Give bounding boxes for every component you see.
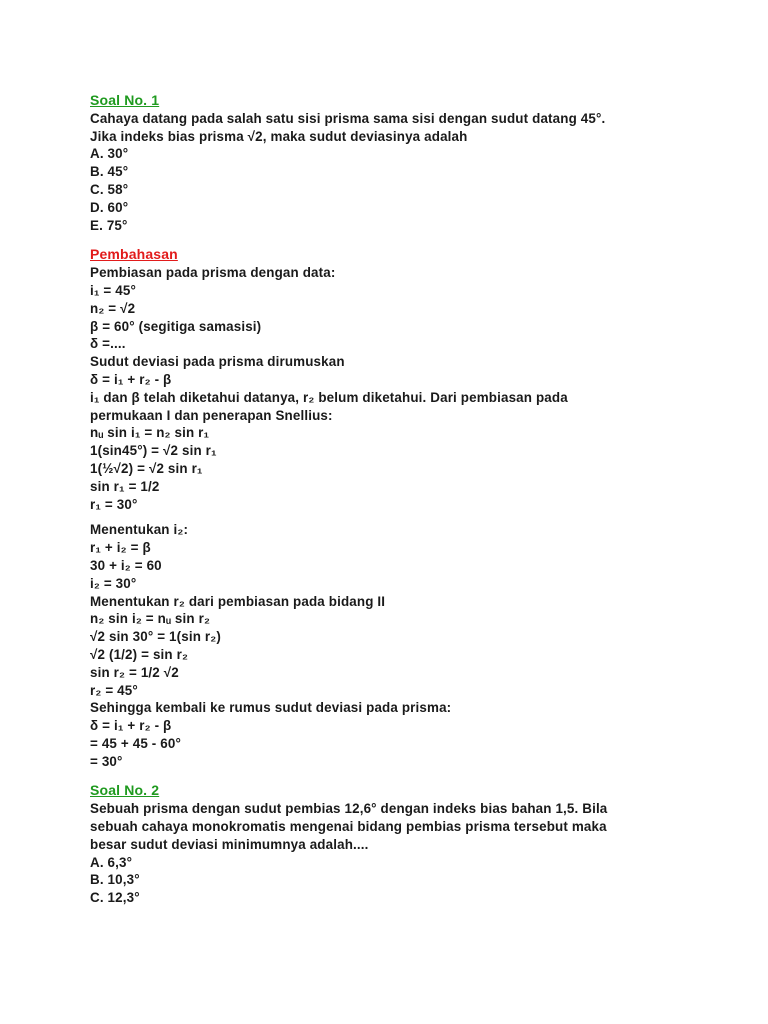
solution-line: 1(sin45°) = √2 sin r₁ <box>90 443 217 459</box>
solution-line: i₂ = 30° <box>90 575 137 591</box>
solution-line: i₁ = 45° <box>90 282 136 298</box>
solution-line: √2 sin 30° = 1(sin r₂) <box>90 629 221 645</box>
solution-line: β = 60° (segitiga samasisi) <box>90 318 262 334</box>
solution-line: δ = i₁ + r₂ - β <box>90 371 172 387</box>
document-page <box>90 92 740 907</box>
solution-line: n₂ sin i₂ = nᵤ sin r₂ <box>90 611 211 627</box>
answer-option-c: C. 12,3° <box>90 890 140 906</box>
solution-line: 30 + i₂ = 60 <box>90 557 162 573</box>
question-text-line: besar sudut deviasi minimumnya adalah.... <box>90 836 369 852</box>
question-2 <box>90 782 740 907</box>
solution-line: Menentukan r₂ dari pembiasan pada bidang II <box>90 593 386 609</box>
solution-line: sin r₂ = 1/2 √2 <box>90 664 179 680</box>
solution-line: = 45 + 45 - 60° <box>90 735 181 751</box>
solution-line: r₂ = 45° <box>90 682 138 698</box>
solution-line: 1(½√2) = √2 sin r₁ <box>90 460 203 476</box>
question-1-heading: Soal No. 1 <box>90 92 160 108</box>
question-2-heading: Soal No. 2 <box>90 782 160 799</box>
solution-line: permukaan I dan penerapan Snellius: <box>90 407 333 423</box>
solution-heading: Pembahasan <box>90 246 178 263</box>
answer-option-e: E. 75° <box>90 217 128 233</box>
question-text-line: sebuah cahaya monokromatis mengenai bidang pembias prisma tersebut maka <box>90 819 607 835</box>
question-text-line: Sebuah prisma dengan sudut pembias 12,6° dengan indeks bias bahan 1,5. Bila <box>90 801 608 817</box>
solution-line: Pembiasan pada prisma dengan data: <box>90 265 336 281</box>
solution-line: r₁ + i₂ = β <box>90 540 151 556</box>
solution-line: δ =.... <box>90 336 126 352</box>
answer-option-b: B. 10,3° <box>90 872 140 888</box>
solution-section <box>90 246 740 770</box>
solution-line: n₂ = √2 <box>90 300 136 316</box>
solution-line: Sudut deviasi pada prisma dirumuskan <box>90 354 345 370</box>
answer-option-d: D. 60° <box>90 199 129 215</box>
solution-line: nᵤ sin i₁ = n₂ sin r₁ <box>90 425 210 441</box>
solution-line: √2 (1/2) = sin r₂ <box>90 646 189 662</box>
answer-option-a: A. 30° <box>90 146 129 162</box>
answer-option-a: A. 6,3° <box>90 854 133 870</box>
question-1 <box>90 92 740 234</box>
solution-line: i₁ dan β telah diketahui datanya, r₂ belum diketahui. Dari pembiasan pada <box>90 389 568 405</box>
question-text-line: Cahaya datang pada salah satu sisi prisma sama sisi dengan sudut datang 45°. <box>90 110 606 126</box>
solution-line: r₁ = 30° <box>90 496 138 512</box>
answer-option-b: B. 45° <box>90 164 129 180</box>
question-text-line: Jika indeks bias prisma √2, maka sudut deviasinya adalah <box>90 128 468 144</box>
solution-line: sin r₁ = 1/2 <box>90 478 160 494</box>
solution-line: Sehingga kembali ke rumus sudut deviasi pada prisma: <box>90 700 452 716</box>
answer-option-c: C. 58° <box>90 181 129 197</box>
solution-line: Menentukan i₂: <box>90 522 189 538</box>
solution-line: = 30° <box>90 753 123 769</box>
solution-line: δ = i₁ + r₂ - β <box>90 718 172 734</box>
